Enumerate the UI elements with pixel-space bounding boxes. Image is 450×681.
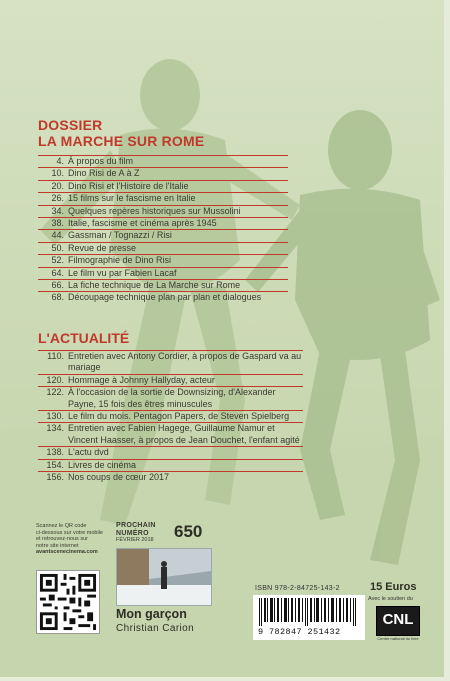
qr-code[interactable]	[36, 570, 100, 634]
toc-item	[38, 254, 288, 266]
item-title: Le film vu par Fabien Lacaf	[68, 267, 177, 278]
page-number: 4.	[56, 156, 64, 166]
toc-item	[38, 471, 303, 483]
page-number: 38.	[51, 218, 64, 229]
page-number: 120.	[46, 374, 64, 385]
cnl-subtitle: Centre national du livre	[377, 636, 419, 641]
actualite-contents	[38, 350, 303, 483]
toc-item	[38, 242, 288, 254]
toc-item	[38, 386, 303, 410]
qr-text-line: Scannez le QR code	[36, 523, 87, 529]
item-title: 15 films sur le fascisme en Italie	[68, 193, 196, 204]
qr-instructions	[36, 523, 108, 556]
dossier-title-line2: LA MARCHE SUR ROME	[38, 133, 205, 149]
support-label: Avec le soutien du	[368, 596, 413, 602]
item-title: À l'occasion de la sortie de Downsizing, d'Alexander Payne, 15 fois des êtres minuscules	[68, 387, 276, 409]
toc-item	[38, 422, 303, 446]
price: 15 Euros	[370, 581, 417, 593]
page-number: 20.	[51, 180, 64, 191]
toc-item	[38, 279, 288, 291]
item-title: Livres de cinéma	[68, 459, 137, 470]
page-number: 10.	[51, 168, 64, 179]
barcode-number: 9 782847 251432	[258, 627, 341, 637]
page-number: 110.	[47, 351, 64, 361]
page-edge-bottom	[0, 677, 450, 681]
item-title: Gassman / Tognazzi / Risi	[68, 230, 172, 241]
dossier-title	[38, 117, 204, 149]
page-number: 156.	[46, 472, 64, 483]
qr-text-line: et retrouvez-nous sur	[36, 536, 88, 543]
page-number: 134.	[46, 423, 64, 434]
page-number: 122.	[46, 387, 64, 398]
next-issue-date: FÉVRIER 2018	[116, 537, 154, 544]
page-edge	[444, 0, 450, 681]
toc-item	[38, 410, 303, 422]
next-issue-number: 650	[174, 522, 203, 541]
next-issue-label: NUMÉRO	[116, 529, 149, 537]
page-number: 52.	[51, 255, 64, 266]
page-number: 130.	[46, 411, 64, 422]
toc-item	[38, 217, 288, 229]
item-title: L'actu dvd	[68, 447, 109, 458]
toc-item	[38, 446, 303, 458]
next-film-director: Christian Carion	[116, 623, 195, 634]
item-title: Italie, fascisme et cinéma après 1945	[68, 218, 217, 229]
item-title: Nos coups de cœur 2017	[68, 472, 170, 483]
item-title: Dino Risi de A à Z	[68, 168, 140, 179]
page-number: 64.	[51, 267, 64, 278]
toc-item	[38, 229, 288, 241]
dossier-contents	[38, 155, 288, 304]
page-number: 66.	[51, 280, 64, 291]
toc-item	[38, 205, 288, 217]
toc-item	[38, 192, 288, 204]
item-title: À propos du film	[68, 156, 134, 166]
item-title: Le film du mois. Pentagon Papers, de Steven Spielberg	[68, 411, 290, 422]
next-film-title: Mon garçon	[116, 607, 187, 621]
toc-item	[38, 374, 303, 386]
item-title: La fiche technique de La Marche sur Rome	[68, 280, 241, 291]
item-title: Dino Risi et l'Histoire de l'Italie	[68, 180, 189, 191]
page-number: 50.	[51, 242, 64, 253]
toc-item	[38, 267, 288, 279]
toc-item	[38, 459, 303, 471]
toc-item	[38, 291, 288, 303]
next-issue	[116, 522, 214, 543]
page-number: 26.	[51, 193, 64, 204]
item-title: Découpage technique plan par plan et dialogues	[68, 292, 262, 303]
toc-item	[38, 180, 288, 192]
page-number: 138.	[46, 447, 64, 458]
dossier-title-line1: DOSSIER	[38, 117, 103, 133]
isbn: ISBN 978-2-84725-143-2	[255, 585, 340, 592]
item-title: Hommage à Johnny Hallyday, acteur	[68, 374, 215, 385]
next-issue-label: PROCHAIN	[116, 522, 156, 529]
page-number: 68.	[51, 292, 64, 303]
item-title: Revue de presse	[68, 242, 137, 253]
actualite-title: L'ACTUALITÉ	[38, 330, 130, 346]
next-issue-thumbnail	[116, 548, 212, 606]
toc-item	[38, 167, 288, 179]
item-title: Entretien avec Antony Cordier, à propos de Gaspard va au mariage	[68, 351, 302, 373]
website-link[interactable]: avantscenecinema.com	[36, 549, 98, 556]
item-title: Entretien avec Fabien Hagege, Guillaume Namur et Vincent Haasser, à propos de Jean Douchet, l'enfant agité	[68, 423, 300, 445]
toc-item	[38, 155, 288, 167]
page-number: 154.	[46, 459, 64, 470]
toc-item	[38, 350, 303, 374]
page-number: 44.	[51, 230, 64, 241]
page-number: 34.	[51, 205, 64, 216]
item-title: Quelques repères historiques sur Mussolini	[68, 205, 241, 216]
qr-text-line: notre site internet	[36, 542, 79, 549]
item-title: Filmographie de Dino Risi	[68, 255, 172, 266]
cnl-logo: CNL	[376, 606, 420, 636]
qr-text-line: ci-dessous sur votre mobile	[36, 529, 103, 536]
